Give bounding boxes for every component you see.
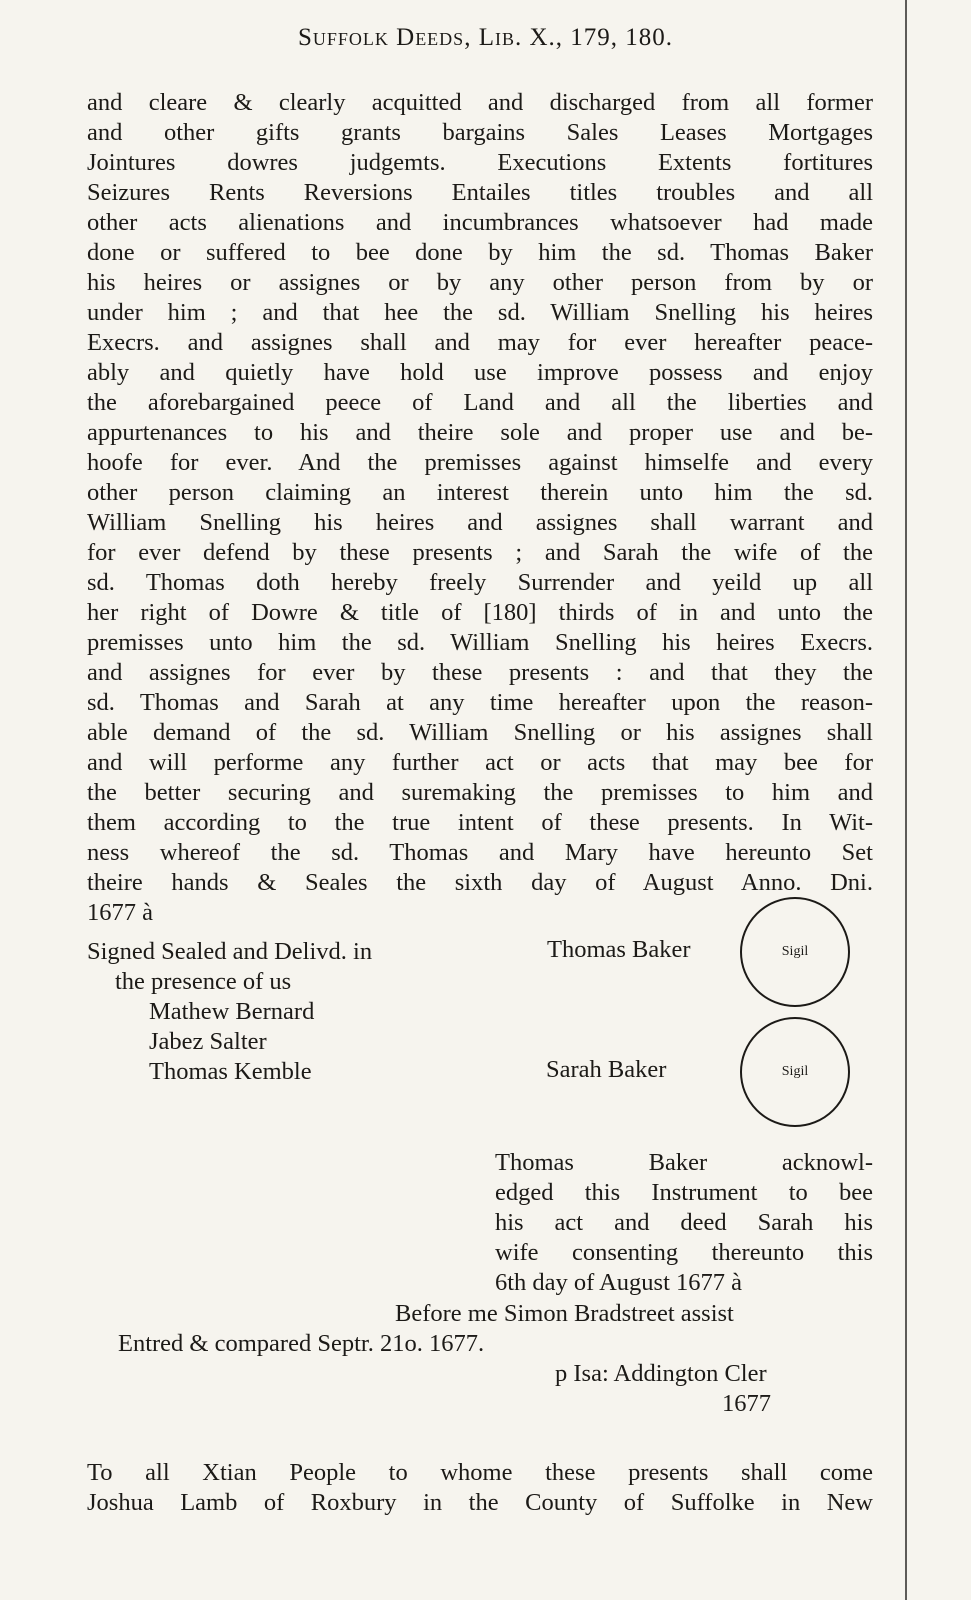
body-line: his heires or assignes or by any other person from by or <box>87 269 873 296</box>
clerk-year: 1677 <box>722 1390 771 1417</box>
next-deed-opening <box>87 1458 873 1518</box>
acknowledgement-line: wife consenting thereunto this <box>495 1239 873 1266</box>
signer-name: Thomas Baker <box>547 936 691 963</box>
body-line: premisses unto him the sd. William Snelling his heires Execrs. <box>87 629 873 656</box>
body-line: able demand of the sd. William Snelling or his assignes shall <box>87 719 873 746</box>
entry-line: Entred & compared Septr. 21o. 1677. <box>118 1330 485 1357</box>
body-line: sd. Thomas doth hereby freely Surrender and yeild up all <box>87 569 873 596</box>
acknowledgement-block <box>495 1148 873 1298</box>
body-line: 1677 à <box>87 899 153 926</box>
body-line: Execrs. and assignes shall and may for ever hereafter peace- <box>87 329 873 356</box>
acknowledgement-line: edged this Instrument to bee <box>495 1179 873 1206</box>
attestation-line: Signed Sealed and Delivd. in <box>87 938 373 965</box>
body-line: them according to the true intent of these presents. In Wit- <box>87 809 873 836</box>
body-line: the aforebargained peece of Land and all the liberties and <box>87 389 873 416</box>
seal-circle <box>740 897 850 1007</box>
seal-circle <box>740 1017 850 1127</box>
acknowledgement-line: Thomas Baker acknowl- <box>495 1149 873 1176</box>
witness-name: Thomas Kemble <box>149 1058 312 1085</box>
seal-label: Sigil <box>781 944 809 959</box>
body-line: hoofe for ever. And the premisses against himselfe and every <box>87 449 873 476</box>
seal-label: Sigil <box>781 1064 809 1079</box>
body-line: Seizures Rents Reversions Entailes titles troubles and all <box>87 179 873 206</box>
body-line: under him ; and that hee the sd. William Snelling his heires <box>87 299 873 326</box>
witness-name: Jabez Salter <box>149 1028 267 1055</box>
body-line: appurtenances to his and theire sole and proper use and be- <box>87 419 873 446</box>
closing-line: To all Xtian People to whome these presents shall come <box>87 1459 873 1486</box>
body-line: and will performe any further act or acts that may bee for <box>87 749 873 776</box>
signer-name: Sarah Baker <box>546 1056 667 1083</box>
body-line: sd. Thomas and Sarah at any time hereafter upon the reason- <box>87 689 873 716</box>
body-line: William Snelling his heires and assignes shall warrant and <box>87 509 873 536</box>
body-line: and assignes for ever by these presents : and that they the <box>87 659 873 686</box>
body-line: and other gifts grants bargains Sales Leases Mortgages <box>87 119 873 146</box>
attestation-line: the presence of us <box>115 968 292 995</box>
running-header: Suffolk Deeds, Lib. X., 179, 180. <box>297 24 674 51</box>
witness-name: Mathew Bernard <box>149 998 315 1025</box>
acknowledgement-line: 6th day of August 1677 à <box>495 1269 743 1296</box>
body-line: and cleare & clearly acquitted and discharged from all former <box>87 89 873 116</box>
body-line: Jointures dowres judgemts. Executions Extents fortitures <box>87 149 873 176</box>
attestation-block <box>87 937 372 1087</box>
body-line: the better securing and suremaking the premisses to him and <box>87 779 873 806</box>
body-line: done or suffered to bee done by him the sd. Thomas Baker <box>87 239 873 266</box>
body-line: other acts alienations and incumbrances whatsoever had made <box>87 209 873 236</box>
acknowledgement-line: his act and deed Sarah his <box>495 1209 873 1236</box>
closing-line: Joshua Lamb of Roxbury in the County of Suffolke in New <box>87 1489 873 1516</box>
page-edge-rule <box>905 0 907 1600</box>
body-line: ness whereof the sd. Thomas and Mary have hereunto Set <box>87 839 873 866</box>
body-line: other person claiming an interest therein unto him the sd. <box>87 479 873 506</box>
body-line: her right of Dowre & title of [180] thirds of in and unto the <box>87 599 873 626</box>
body-line: theire hands & Seales the sixth day of August Anno. Dni. <box>87 869 873 896</box>
deed-body-text <box>87 88 873 928</box>
magistrate-line: Before me Simon Bradstreet assist <box>395 1300 734 1327</box>
body-line: for ever defend by these presents ; and Sarah the wife of the <box>87 539 873 566</box>
body-line: ably and quietly have hold use improve possess and enjoy <box>87 359 873 386</box>
clerk-signature: p Isa: Addington Cler <box>555 1360 767 1387</box>
